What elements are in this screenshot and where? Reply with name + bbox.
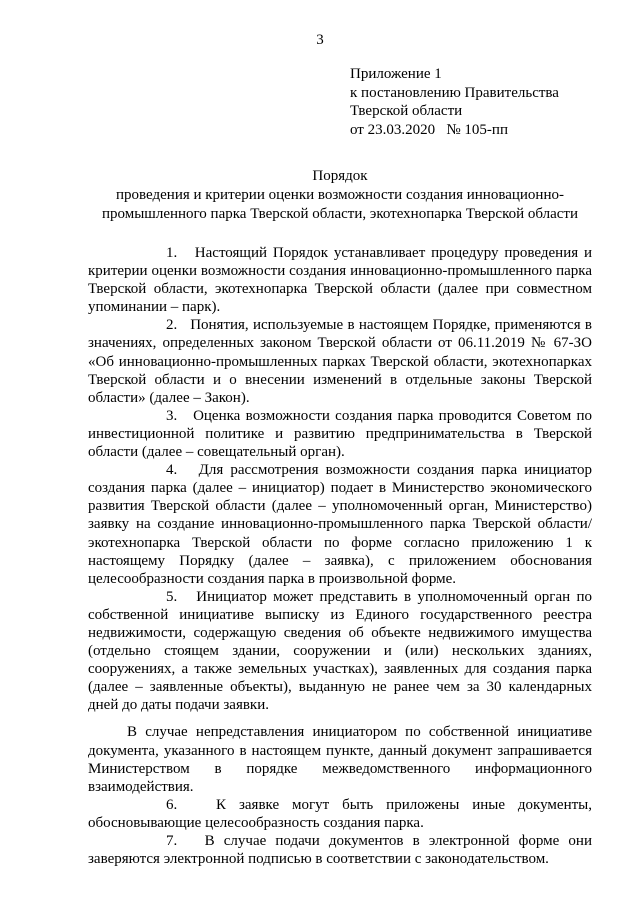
document-title bbox=[40, 167, 640, 224]
paragraph bbox=[88, 461, 592, 588]
appendix-line: к постановлению Правительства bbox=[350, 84, 559, 101]
paragraph bbox=[88, 832, 592, 868]
paragraph-text: К заявке могут быть приложены иные документы, обосновывающие целесообразность создания парка. bbox=[88, 796, 592, 831]
paragraph bbox=[88, 723, 592, 795]
paragraph-number: 2. bbox=[166, 317, 178, 334]
page-number: 3 bbox=[316, 32, 324, 48]
paragraph bbox=[88, 588, 592, 715]
paragraph-number: 6. bbox=[166, 796, 178, 813]
paragraph bbox=[88, 407, 592, 461]
title-line: промышленного парка Тверской области, экотехнопарка Тверской области bbox=[101, 206, 579, 222]
document-body bbox=[88, 244, 592, 868]
paragraph-text: Понятия, используемые в настоящем Порядке, применяются в значениях, определенных законом Тверской области от 06.11.2019 № 67-ЗО «Об инновационно-промышленных парках Тверской области, экотехнопарках Тверской области и о внесении изменений в отдельные законы Тверской области» (далее – Закон). bbox=[88, 317, 592, 406]
paragraph-number: 1. bbox=[166, 245, 178, 261]
paragraph-number: 4. bbox=[166, 462, 178, 479]
paragraph-text: Оценка возможности создания парка проводится Советом по инвестиционной политике и развитию предпринимательства в Тверской области (далее – совещательный орган). bbox=[88, 407, 592, 461]
title-line: Порядок bbox=[312, 168, 368, 184]
paragraph-text: Настоящий Порядок устанавливает процедуру проведения и критерии оценки возможности создания инновационно-промышленного парка Тверской области, экотехнопарка Тверской области (далее при совместном упоминании – парк). bbox=[88, 245, 593, 316]
appendix-block bbox=[350, 65, 559, 139]
paragraph-number: 7. bbox=[166, 833, 178, 849]
paragraph-number: 5. bbox=[166, 588, 178, 605]
appendix-line: Тверской области bbox=[350, 103, 463, 119]
paragraph-number: 3. bbox=[166, 407, 178, 424]
appendix-date-number: от 23.03.2020 № 105-пп bbox=[350, 121, 508, 138]
paragraph bbox=[88, 796, 592, 832]
title-line: проведения и критерии оценки возможности создания инновационно- bbox=[116, 187, 564, 203]
paragraph bbox=[88, 244, 592, 316]
paragraph bbox=[88, 316, 592, 406]
paragraph-text: В случае непредставления инициатором по собственной инициативе документа, указанного в настоящем пункте, данный документ запрашивается Министерством в порядке межведомственного информационного взаимодействия. bbox=[88, 724, 592, 795]
paragraph-text: Для рассмотрения возможности создания парка инициатор создания парка (далее – инициатор) подает в Министерство экономического развития Тверской области (далее – уполномоченный орган, Министерство) заявку на создание инновационно-промышленного парка Тверской области/экотехнопарка Тверской области по форме согласно приложению 1 к настоящему Порядку (далее – заявка), с приложением обоснования целесообразности создания парка в произвольной форме. bbox=[88, 462, 593, 587]
appendix-line: Приложение 1 bbox=[350, 66, 442, 82]
paragraph-text: Инициатор может представить в уполномоченный орган по собственной инициативе выписку из Единого государственного реестра недвижимости, содержащую сведения об объекте недвижимого имущества (отдельно стоящем здании, сооружении и (или) нескольких зданиях, сооружениях, а также земельных участках), заявленных для создания парка (далее – заявленные объекты), выданную не ранее чем за 30 календарных дней до даты подачи заявки. bbox=[88, 588, 593, 714]
paragraph-text: В случае подачи документов в электронной форме они заверяются электронной подписью в соответствии с законодательством. bbox=[88, 833, 592, 868]
